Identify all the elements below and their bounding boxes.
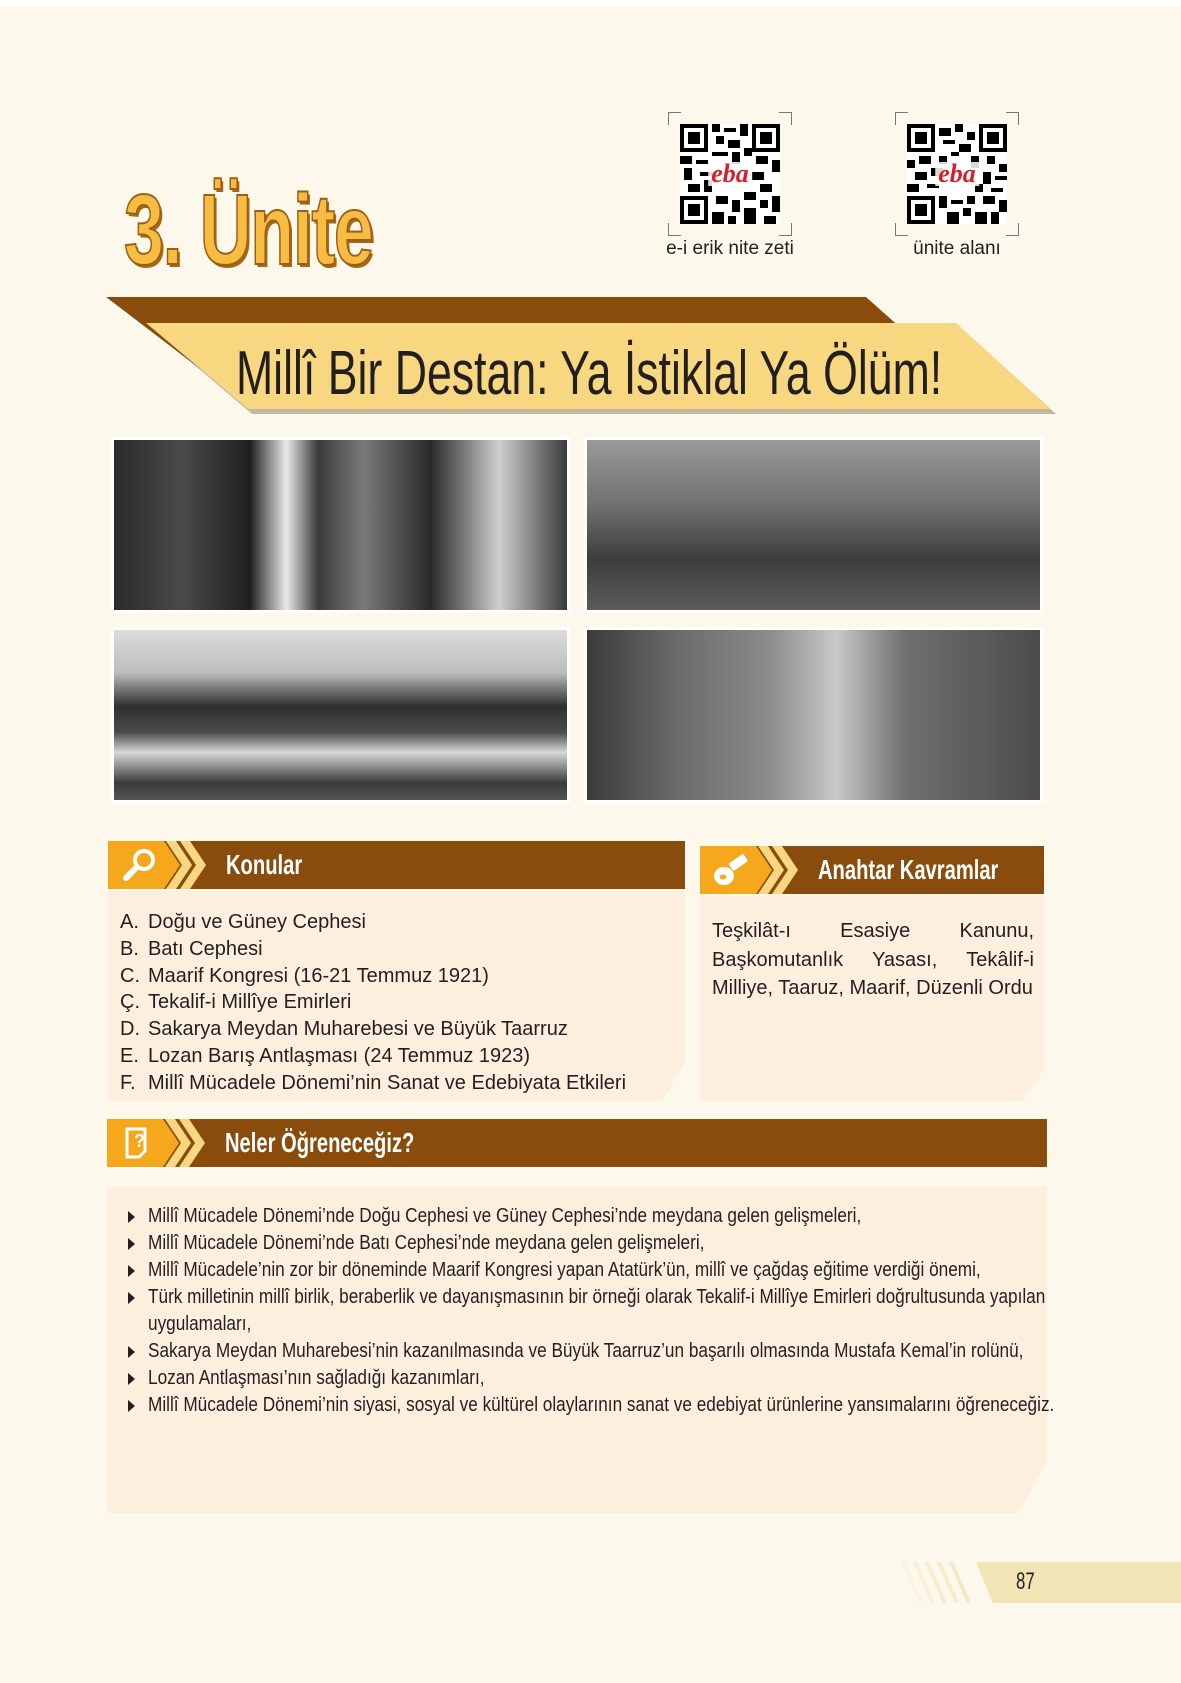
topic-item: Ç. Tekalif-i Millîye Emirleri: [120, 991, 352, 1014]
topics-list: [120, 909, 626, 1097]
learning-goals-list: [124, 1203, 1055, 1419]
bullet-triangle-icon: [128, 1292, 135, 1304]
goal-item: Türk milletinin millî birlik, beraberlik ve dayanışmasının bir örneği olarak Tekalif-i Millîye Emirleri doğrultusunda yapılan uygulamaları,: [124, 1284, 1044, 1338]
magnifier-icon: [120, 847, 160, 883]
goal-item: Millî Mücadele Dönemi’nin siyasi, sosyal ve kültürel olaylarının sanat ve edebiyat ürünlerine yansımalarını öğreneceğiz.: [124, 1392, 1044, 1419]
goal-item: Millî Mücadele Dönemi’nde Batı Cephesi’nde meydana gelen gelişmeleri,: [124, 1230, 1044, 1257]
topics-header: [108, 841, 685, 889]
eba-logo: eba: [935, 162, 979, 186]
key-concepts-header: [700, 846, 1044, 894]
banner-title: Millî Bir Destan: Ya İstiklal Ya Ölüm!: [236, 339, 943, 408]
bullet-triangle-icon: [128, 1373, 135, 1385]
topic-item: A. Doğu ve Güney Cephesi: [120, 911, 366, 933]
footer-stripes: [890, 1562, 990, 1603]
page-number: 87: [1016, 1568, 1035, 1595]
question-document-icon: [119, 1125, 159, 1161]
qr-frame: [895, 112, 1019, 236]
learning-goals-header: [107, 1119, 1047, 1167]
goal-item: Millî Mücadele Dönemi’nde Doğu Cephesi ve Güney Cephesi’nde meydana gelen gelişmeleri,: [124, 1203, 1044, 1230]
photo-3: [111, 627, 570, 803]
qr-code-icon[interactable]: [907, 124, 1007, 224]
qr-label: ünite alanı: [913, 238, 1001, 259]
qr-block-unit-area[interactable]: [892, 112, 1022, 260]
topic-item: D. Sakarya Meydan Muharebesi ve Büyük Taarruz: [120, 1018, 568, 1041]
bullet-triangle-icon: [128, 1265, 135, 1277]
qr-frame: [668, 112, 792, 236]
topic-item: C. Maarif Kongresi (16-21 Temmuz 1921): [120, 964, 489, 987]
bullet-triangle-icon: [128, 1346, 135, 1358]
svg-text:?: ?: [134, 1131, 145, 1151]
goal-item: Lozan Antlaşması’nın sağladığı kazanımları,: [124, 1365, 1044, 1392]
qr-code-icon[interactable]: [680, 124, 780, 224]
bullet-triangle-icon: [128, 1400, 135, 1412]
textbook-page: [0, 7, 1181, 1683]
unit-title: 3. Ünite: [124, 174, 373, 286]
photo-1: [111, 437, 570, 613]
footer-band: [976, 1562, 1181, 1603]
bullet-triangle-icon: [128, 1211, 135, 1223]
eba-logo: eba: [708, 162, 752, 186]
goal-item: Sakarya Meydan Muharebesi’nin kazanılmasında ve Büyük Taarruz’un başarılı olmasında Mustafa Kemal’in rolünü,: [124, 1338, 1044, 1365]
topic-item: F. Millî Mücadele Dönemi’nin Sanat ve Edebiyata Etkileri: [120, 1071, 627, 1094]
photo-2: [584, 437, 1043, 613]
bullet-triangle-icon: [128, 1238, 135, 1250]
key-icon: [712, 852, 752, 888]
qr-label: e-i erik nite zeti: [666, 238, 794, 259]
photo-4: [584, 627, 1043, 803]
learning-goals-title: Neler Öğreneceğiz?: [225, 1127, 415, 1158]
topics-title: Konular: [226, 849, 303, 880]
topic-item: B. Batı Cephesi: [120, 937, 263, 960]
qr-block-summary[interactable]: [665, 112, 795, 260]
topic-item: E. Lozan Barış Antlaşması (24 Temmuz 1923): [120, 1044, 531, 1067]
unit-banner: [106, 297, 1066, 417]
key-concepts-title: Anahtar Kavramlar: [818, 854, 999, 885]
goal-item: Millî Mücadele’nin zor bir döneminde Maarif Kongresi yapan Atatürk’ün, millî ve çağdaş eğitime verdiği önemi,: [124, 1257, 1044, 1284]
key-concepts-text: Teşkilât-ı Esasiye Kanunu, Başkomutanlık Yasası, Tekâlif-i Milliye, Taaruz, Maarif, Düzenli Ordu: [712, 920, 1034, 999]
